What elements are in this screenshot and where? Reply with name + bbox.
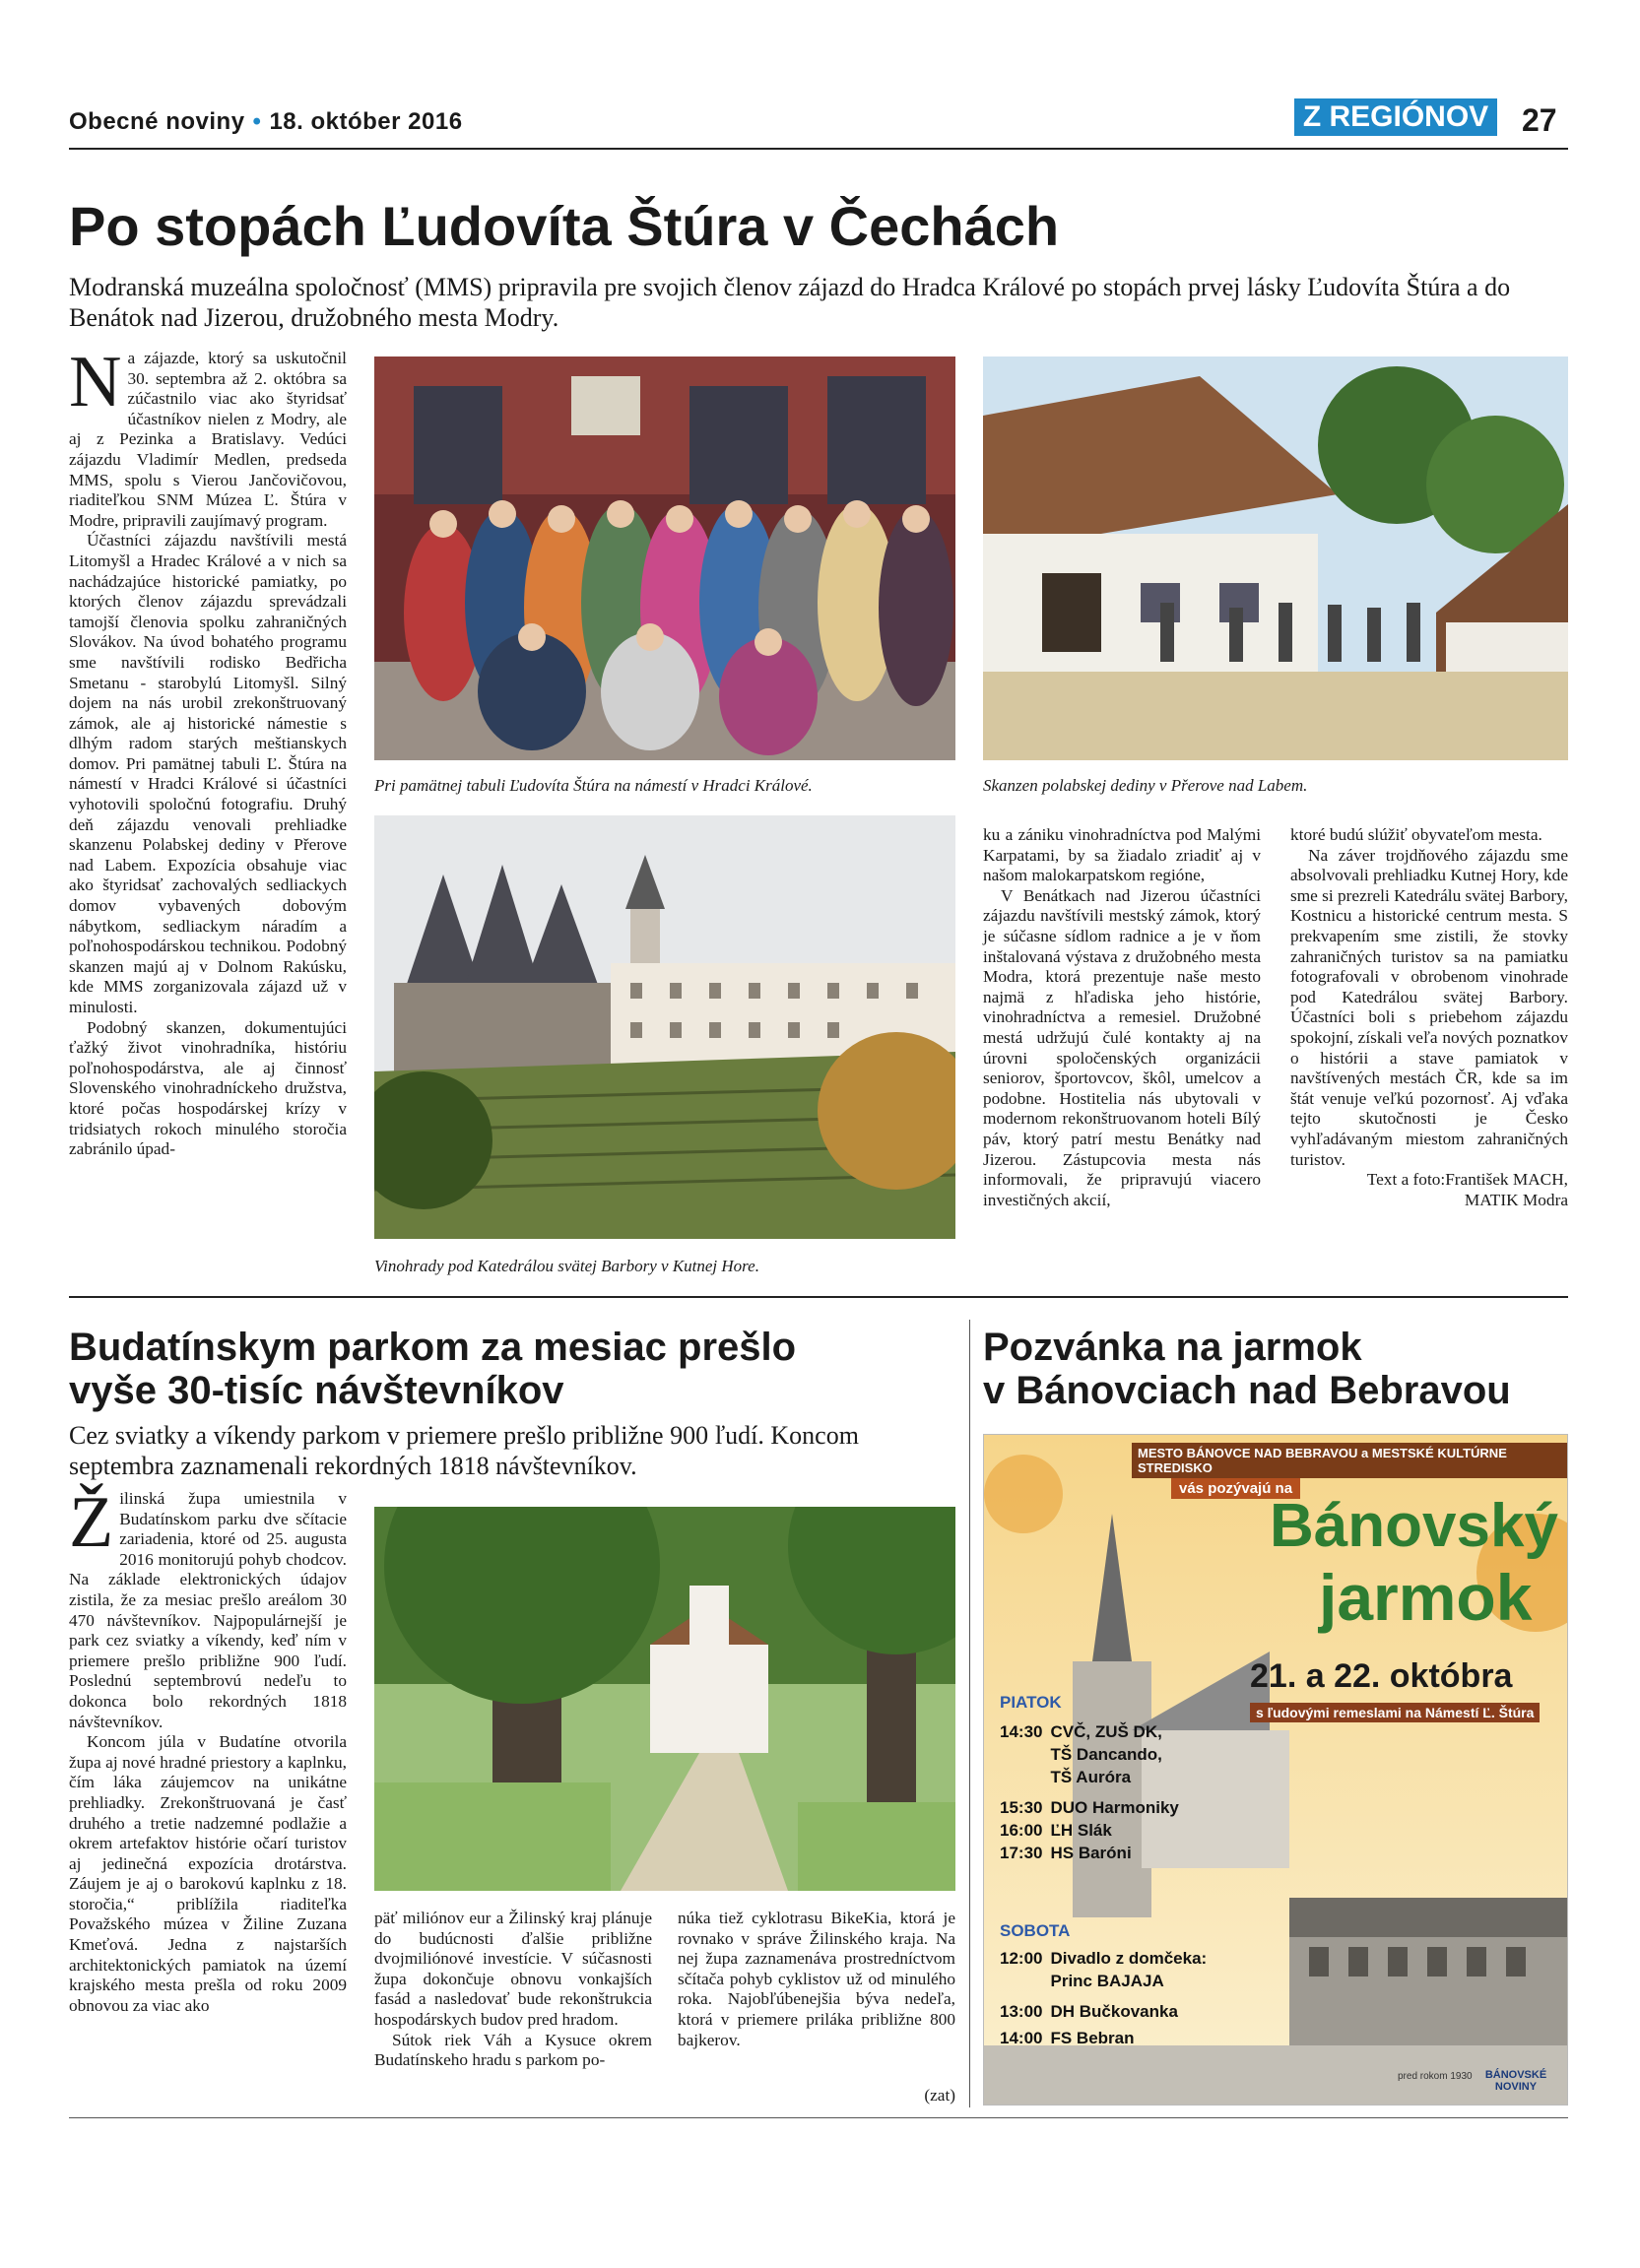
jarmok-poster <box>983 1434 1568 2106</box>
poster-day2-schedule <box>1000 1947 1236 2049</box>
paragraph: Účastníci zájazdu navštívili mestá Litomyšl a Hradec Králové a v nich sa nachádzajúce historické pamiatky, po ktorých členov zájazdu sprevádzali tamojší členovia spolku zahraničných Slovákov. Na úvod bohatého programu sme navštívili rodisko Bedřicha Smetanu - starobylú Litomyšl. Silný dojem na nás urobil zrekonštruovaný zámok, ale aj historické námestie s dlhým radom starých meštianskych domov. Pri pamätnej tabuli Ľ. Štúra na námestí v Hradci Králové si účastníci vyhotovili spoločnú fotografiu. Druhý deň zájazdu venovali prehliadke skanzenu Polabskej dediny v Přerove nad Labem. Expozícia obsahuje viac ako štyridsať zachovalých sedliackych domov vybavených dobovým nábytkom, sedliackym náradím a poľnohospodárskou technikou. Podobný skanzen majú aj v Dolnom Rakúsku, kde MMS zorganizovala zájazd už v minulosti. <box>69 531 347 1016</box>
schedule-act-line: TŠ Auróra <box>1050 1768 1132 1786</box>
dropcap: N <box>69 342 122 422</box>
signature-line-1: Text a foto:František MACH, <box>1366 1170 1568 1190</box>
paragraph: V Benátkach nad Jizerou účastníci zájazdu navštívili mestský zámok, ktorý je súčasne sídlom radnice a je v ňom inštalovaná výstava z družobného mesta Modra, ktorá prezentuje naše mesto najmä z hľadiska jeho histórie, vinohradníctva a remesiel. Družobné mestá udržujú čulé kontakty aj na úrovni spoločenských organizácii seniorov, športovcov, škôl, umelcov a podobne. Hostitelia nás ubytovali v modernom rekonštruovanom hoteli Bílý páv, ktorý patrí mestu Benátky nad Jizerou. Zástupcovia mesta nás informovali, že pripravujú viacero investičných akcií, <box>983 885 1261 1209</box>
photo-group-at-plaque <box>374 356 955 760</box>
poster-day1-label: PIATOK <box>1000 1693 1062 1712</box>
masthead-rule <box>69 148 1568 150</box>
schedule-entry <box>1000 1819 1197 1842</box>
article3-title-line-2: v Bánovciach nad Bebravou <box>983 1369 1511 1412</box>
article-separator-rule <box>69 1296 1568 1298</box>
schedule-act: HS Baróni <box>1050 1844 1132 1862</box>
schedule-time: 14:30 <box>1000 1722 1043 1741</box>
article1-column-1 <box>69 342 347 1160</box>
paragraph: Na záver trojdňového zájazdu sme absolvovali prehliadku Kutnej Hory, kde sme si prezreli Katedrálu svätej Barbory, Kostnicu a historické centrum mesta. S prekvapením sme zistili, že stovky zahraničných turistov sa na pamiatku fotografovali v obrobenom vinohrade pod Katedrálou svätej Barbory. Účastníci boli s priebehom zájazdu spokojní, získali veľa nových poznatkov o histórii a stave pamiatok v navštívených mestách ČR, kde sa im štát venuje veľkú pozornosť. Aj vďaka tejto skutočnosti je Česko vyhľadávaným miestom zahraničných turistov. <box>1290 845 1568 1169</box>
article2-title-line-1: Budatínskym parkom za mesiac prešlo <box>69 1326 797 1369</box>
schedule-time: 13:00 <box>1000 2002 1043 2021</box>
issue-date: 18. október 2016 <box>269 108 463 135</box>
paragraph: Podobný skanzen, dokumentujúci ťažký život vinohradníka, históriu poľnohospodárstva, ale aj činnosť Slovenského vinohradníckeho družstva, ktoré počas hospodárskej krízy v tridsiatych rokoch minulého storočia zabránilo úpad- <box>69 1017 347 1159</box>
schedule-time: 16:00 <box>1000 1821 1043 1840</box>
dropcap: Ž <box>69 1482 114 1563</box>
paragraph: ku a zániku vinohradníctva pod Malými Karpatami, by sa žiadalo zriadiť aj v našom malokarpatskom regióne, <box>983 825 1261 885</box>
article2-title-line-2: vyše 30-tisíc návštevníkov <box>69 1369 564 1412</box>
schedule-act <box>1050 1947 1207 1992</box>
paragraph: päť miliónov eur a Žilinský kraj plánuje do budúcnosti ďalšie približne dvojmiliónové investície. V súčasnosti župa dokončuje obnovu vonkajších fasád a nasledovať bude rekonštrukcia hospodárskych budov pred hradom. <box>374 1909 652 2029</box>
schedule-entry <box>1000 1796 1197 1819</box>
schedule-entry <box>1000 2027 1236 2049</box>
section-tag: Z REGIÓNOV <box>1294 98 1497 136</box>
article2-column-2 <box>374 1909 652 2071</box>
article1-column-4 <box>1290 825 1568 1210</box>
schedule-act-line: Princ BAJAJA <box>1050 1972 1164 1990</box>
poster-day2-label: SOBOTA <box>1000 1921 1071 1940</box>
schedule-entry <box>1000 2000 1236 2023</box>
separator-dot: • <box>252 108 262 135</box>
schedule-act-line: CVČ, ZUŠ DK, <box>1050 1722 1162 1741</box>
poster-invite: vás pozývajú na <box>1171 1478 1300 1499</box>
schedule-entry <box>1000 1842 1197 1864</box>
schedule-entry <box>1000 1947 1236 1992</box>
poster-subtitle: s ľudovými remeslami na Námestí Ľ. Štúra <box>1250 1703 1540 1722</box>
poster-dates: 21. a 22. októbra <box>1250 1657 1513 1695</box>
schedule-time: 17:30 <box>1000 1844 1043 1862</box>
schedule-act <box>1050 1720 1161 1788</box>
article2-signature: (zat) <box>924 2086 955 2105</box>
schedule-act-line: Divadlo z domčeka: <box>1050 1949 1208 1968</box>
page-number: 27 <box>1522 102 1557 138</box>
article2-column-3 <box>678 1909 955 2050</box>
schedule-time: 15:30 <box>1000 1798 1043 1817</box>
poster-name-line-1: Bánovský <box>1270 1492 1558 1560</box>
paragraph: Koncom júla v Budatíne otvorila župa aj nové hradné priestory a kaplnku, čím láka záujemcov na unikátne prehliadky. Zrekonštruovaná je časť druhého a tretie nadzemné podlažie a okrem artefaktov histórie očarí turistov aj jedinečná expozícia drotárstva. Záujem je aj o barokovú kaplnku z 18. storočia,“ priblížila riaditeľka Považského múzea v Žiline Zuzana Kmeťová. Jedna z najstarších architektonických pamiatok na území krajského mesta prešla od roku 2009 obnovou za viac ako <box>69 1732 347 2015</box>
article1-lead: Modranská muzeálna spoločnosť (MMS) pripravila pre svojich členov zájazd do Hradca Králové po stopách prvej lásky Ľudovíta Štúra a do Benátok nad Jizerou, družobného mesta Modry. <box>69 273 1511 332</box>
column-divider <box>969 1320 970 2107</box>
schedule-act: DH Bučkovanka <box>1050 2002 1178 2021</box>
schedule-act-line: TŠ Dancando, <box>1050 1745 1162 1764</box>
signature-line-2: MATIK Modra <box>1464 1190 1568 1209</box>
schedule-act: FS Bebran <box>1050 2029 1135 2047</box>
caption-photo-1: Pri pamätnej tabuli Ľudovíta Štúra na námestí v Hradci Králové. <box>374 776 813 795</box>
poster-photo-note: pred rokom 1930 <box>1398 2071 1473 2082</box>
page-bottom-rule <box>69 2117 1568 2118</box>
paper-name: Obecné noviny <box>69 108 245 135</box>
schedule-time: 14:00 <box>1000 2029 1043 2047</box>
paragraph: ktoré budú slúžiť obyvateľom mesta. <box>1290 825 1542 844</box>
schedule-act: DUO Harmoniky <box>1050 1798 1179 1817</box>
photo-budatin-park <box>374 1507 955 1891</box>
article3-title <box>983 1326 1568 1412</box>
article2-title <box>69 1326 955 1412</box>
schedule-entry <box>1000 1720 1197 1788</box>
photo-open-air-museum <box>983 356 1568 760</box>
poster-logo-noviny: BÁNOVSKÉ NOVINY <box>1484 2069 1547 2093</box>
schedule-time: 12:00 <box>1000 1949 1043 1968</box>
article3-title-line-1: Pozvánka na jarmok <box>983 1326 1362 1369</box>
paragraph: Sútok riek Váh a Kysuce okrem Budatínskeho hradu s parkom po- <box>374 2030 652 2070</box>
schedule-act: ĽH Slák <box>1050 1821 1112 1840</box>
poster-day1-schedule <box>1000 1720 1197 1864</box>
caption-photo-2: Skanzen polabskej dediny v Přerove nad Labem. <box>983 776 1308 795</box>
article2-lead: Cez sviatky a víkendy parkom v priemere prešlo približne 900 ľudí. Koncom septembra zaznamenali rekordných 1818 návštevníkov. <box>69 1421 859 1480</box>
masthead-paper-date <box>69 108 463 136</box>
photo-vineyards-cathedral <box>374 815 955 1239</box>
article1-title: Po stopách Ľudovíta Štúra v Čechách <box>69 195 1060 257</box>
poster-header: MESTO BÁNOVCE NAD BEBRAVOU a MESTSKÉ KULTÚRNE STREDISKO <box>1132 1443 1568 1478</box>
article2-column-1 <box>69 1482 347 2016</box>
poster-name-line-2: jarmok <box>1319 1561 1533 1634</box>
paragraph: núka tiež cyklotrasu BikeKia, ktorá je rovnako v správe Žilinského kraja. Na nej župa zaznamenáva prostredníctvom sčítača pohyb cyklistov už od minulého roka. Najobľúbenejšia býva nedeľa, ktorá v priemere priláka približne 800 bajkerov. <box>678 1909 955 2049</box>
article1-column-3 <box>983 825 1261 1210</box>
paragraph: ilinská župa umiestnila v Budatínskom parku dve sčítacie zariadenia, ktoré od 25. augusta 2016 monitorujú pohyb chodcov. Na základe elektronických údajov zistila, že za mesiac prešlo areálom 30 470 návštevníkov. Najpopulárnejší je park cez sviatky a víkendy, keď ním v priemere prešlo približne 900 ľudí. Poslednú septembrovú nedeľu to dokonca bolo rekordných 1818 návštevníkov. <box>69 1489 347 1731</box>
caption-photo-3: Vinohrady pod Katedrálou svätej Barbory v Kutnej Hore. <box>374 1257 759 1275</box>
paragraph: a zájazde, ktorý sa uskutočnil 30. septembra až 2. októbra sa zúčastnilo viac ako štyridsať účastníkov nielen z Modry, ale aj z Pezinka a Bratislavy. Vedúci zájazdu Vladimír Medlen, predseda MMS, spolu s Vierou Jančovičovou, riaditeľkou SNM Múzea Ľ. Štúra v Modre, pripravili zaujímavý program. <box>69 349 347 530</box>
